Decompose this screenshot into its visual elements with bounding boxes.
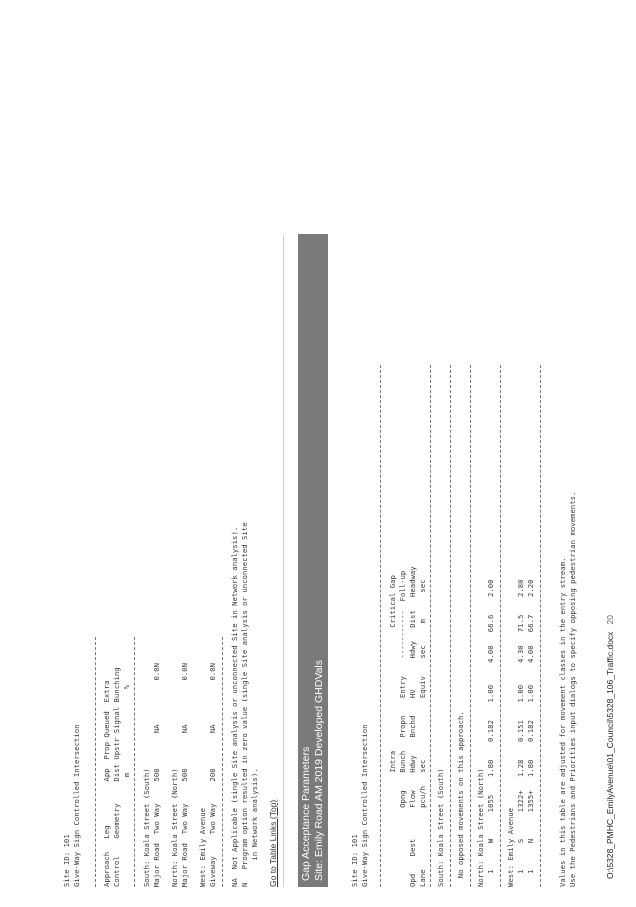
divider bbox=[500, 365, 501, 887]
table2-row: South: Koala Street (South) bbox=[436, 768, 445, 887]
divider bbox=[430, 365, 431, 887]
table1-row: Major Road Two Way 500 NA 0.0N bbox=[180, 662, 189, 887]
divider bbox=[95, 637, 96, 887]
table2-row: 1 N 1355+ 1.80 0.182 1.00 4.00 66.7 2.20 bbox=[526, 579, 535, 887]
divider bbox=[283, 235, 284, 887]
table2-row: No opposed movements on this approach. bbox=[456, 711, 465, 887]
site-id-1: Site ID: 101 bbox=[62, 834, 71, 887]
table2-row: West: Emily Avenue bbox=[506, 807, 515, 887]
table2-note: Values in this table are adjusted for movement classes in the entry stream. bbox=[558, 557, 567, 887]
table2-header-row1: Intra Critical Gap bbox=[388, 575, 397, 887]
banner-subtitle: Site: Emily Road AM 2019 Developed GHDVals bbox=[313, 660, 325, 881]
table1-header-row3: m % bbox=[122, 684, 131, 887]
divider bbox=[540, 365, 541, 887]
table1-note: NA Not Applicable (single Site analysis or unconnected Site in Network analysis). bbox=[230, 526, 239, 887]
table2-row: North: Koala Street (North) bbox=[476, 768, 485, 887]
divider bbox=[450, 365, 451, 887]
table1-row: South: Koala Street (South) bbox=[142, 768, 151, 887]
table-links-top-link[interactable]: Go to Table Links (Top) bbox=[268, 799, 278, 887]
table2-note: Use the Pedestrians and Priorities input dialogs to specify opposing pedestrian movements. bbox=[568, 491, 577, 887]
divider bbox=[134, 637, 135, 887]
divider bbox=[222, 637, 223, 887]
banner-title: Gap Acceptance Parameters bbox=[300, 746, 312, 881]
footer-file-path: O:\5328_PMHC_EmilyAvenue\01_Council\5328_106_Traffic.docx bbox=[605, 631, 615, 879]
table2-header-row2: Opng Bunch Propn Entry ----------- Foll-up bbox=[398, 570, 407, 887]
table2-row: 1 S 1322+ 1.28 0.151 1.00 4.30 71.5 2.80 bbox=[516, 579, 525, 887]
table1-header-row1: Approach Leg App Prop Queued Extra bbox=[102, 680, 111, 887]
table1-note: N Program option resulted in zero value (single Site analysis or unconnected Site bbox=[240, 522, 249, 887]
footer-page-number: 20 bbox=[605, 615, 615, 625]
site-id-2: Site ID: 101 bbox=[350, 834, 359, 887]
divider bbox=[380, 365, 381, 887]
table1-row: Major Road Two Way 500 NA 0.0N bbox=[152, 662, 161, 887]
table1-header-row2: Control Geometry Dist Upstr Signal Bunching bbox=[112, 667, 121, 887]
section-banner bbox=[298, 234, 328, 887]
table2-header-row4: Lane pcu/h sec Equiv sec m sec bbox=[418, 579, 427, 887]
site-type-2: Give-Way Sign Controlled Intersection bbox=[360, 724, 369, 887]
table2-row: 1 W 1055 1.80 0.182 1.00 4.00 66.6 2.00 bbox=[486, 579, 495, 887]
document-footer bbox=[605, 615, 615, 879]
table1-row: Giveway Two Way 200 NA 0.0N bbox=[208, 662, 217, 887]
divider bbox=[470, 365, 471, 887]
site-type-1: Give-Way Sign Controlled Intersection bbox=[72, 724, 81, 887]
table1-note: in Network analysis). bbox=[250, 768, 259, 887]
table1-row: North: Koala Street (North) bbox=[170, 768, 179, 887]
table2-header-row3: Opd Dest Flow Hdwy Bnchd HV Hdwy Dist Headway bbox=[408, 566, 417, 887]
table1-row: West: Emily Avenue bbox=[198, 807, 207, 887]
